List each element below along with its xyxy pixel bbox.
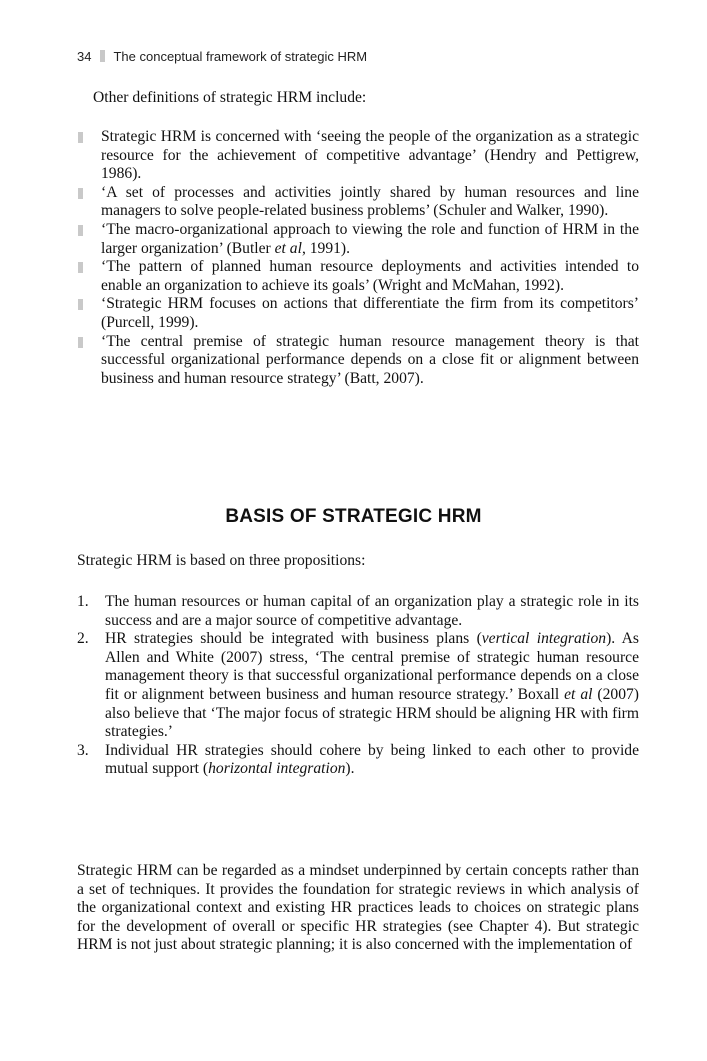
running-head bbox=[77, 49, 367, 64]
definition-item: Strategic HRM is concerned with ‘seeing the people of the organization as a strategic resource for the achievement of competitive advantage’ (Hendry and Pettigrew, 1986). bbox=[78, 128, 639, 184]
item-number: 3. bbox=[77, 741, 89, 759]
propositions-lead: Strategic HRM is based on three propositions: bbox=[77, 552, 366, 569]
propositions-list bbox=[77, 593, 639, 779]
section-heading: BASIS OF STRATEGIC HRM bbox=[225, 506, 482, 527]
bullet-marker bbox=[78, 262, 83, 273]
proposition-item: 1. The human resources or human capital of an organization play a strategic role in its success and are a major source of competitive advantage. bbox=[77, 593, 639, 629]
proposition-item: 3. Individual HR strategies should cohere by being linked to each other to provide mutual support (horizontal integration). bbox=[77, 741, 639, 778]
item-number: 2. bbox=[77, 630, 89, 648]
item-number: 1. bbox=[77, 593, 89, 610]
bullet-marker bbox=[78, 299, 83, 310]
definitions-list bbox=[78, 128, 639, 388]
page-number: 34 bbox=[77, 49, 92, 64]
bullet-marker bbox=[78, 337, 83, 348]
definition-item: ‘A set of processes and activities jointly shared by human resources and line managers to solve people-related business problems’ (Schuler and Walker, 1990). bbox=[78, 184, 639, 221]
proposition-item: 2. HR strategies should be integrated with business plans (vertical integration). As Allen and White (2007) stress, ‘The central premise of strategic human resource management theory is that successful organizational performance depends on a close fit or alignment between business and human resource strategy.’ Boxall et al (2007) also believe that ‘The major focus of strategic HRM should be aligning HR with firm strategies.’ bbox=[77, 630, 639, 741]
bullet-marker bbox=[78, 188, 83, 199]
body-paragraph: Strategic HRM can be regarded as a mindset underpinned by certain concepts rather than a set of techniques. It provides the foundation for strategic reviews in which analysis of the organizational context and existing HR practices leads to choices on strategic plans for the development of overall or specific HR strategies (see Chapter 4). But strategic HRM is not just about strategic planning; it is also concerned with the implementation of bbox=[77, 862, 639, 954]
bullet-marker bbox=[78, 225, 83, 236]
definition-item: ‘The macro-organizational approach to viewing the role and function of HRM in the larger organization’ (Butler et al, 1991). bbox=[78, 221, 639, 258]
header-separator bbox=[100, 50, 105, 62]
definition-item: ‘The pattern of planned human resource deployments and activities intended to enable an organization to achieve its goals’ (Wright and McMahan, 1992). bbox=[78, 258, 639, 295]
definition-item: ‘Strategic HRM focuses on actions that differentiate the firm from its competitors’ (Purcell, 1999). bbox=[78, 295, 639, 332]
running-title: The conceptual framework of strategic HRM bbox=[113, 49, 368, 64]
definitions-intro: Other definitions of strategic HRM include: bbox=[93, 89, 367, 106]
bullet-marker bbox=[78, 132, 83, 143]
definition-item: ‘The central premise of strategic human resource management theory is that successful organizational performance depends on a close fit or alignment between business and human resource strategy’ (Batt, 2007). bbox=[78, 333, 639, 389]
